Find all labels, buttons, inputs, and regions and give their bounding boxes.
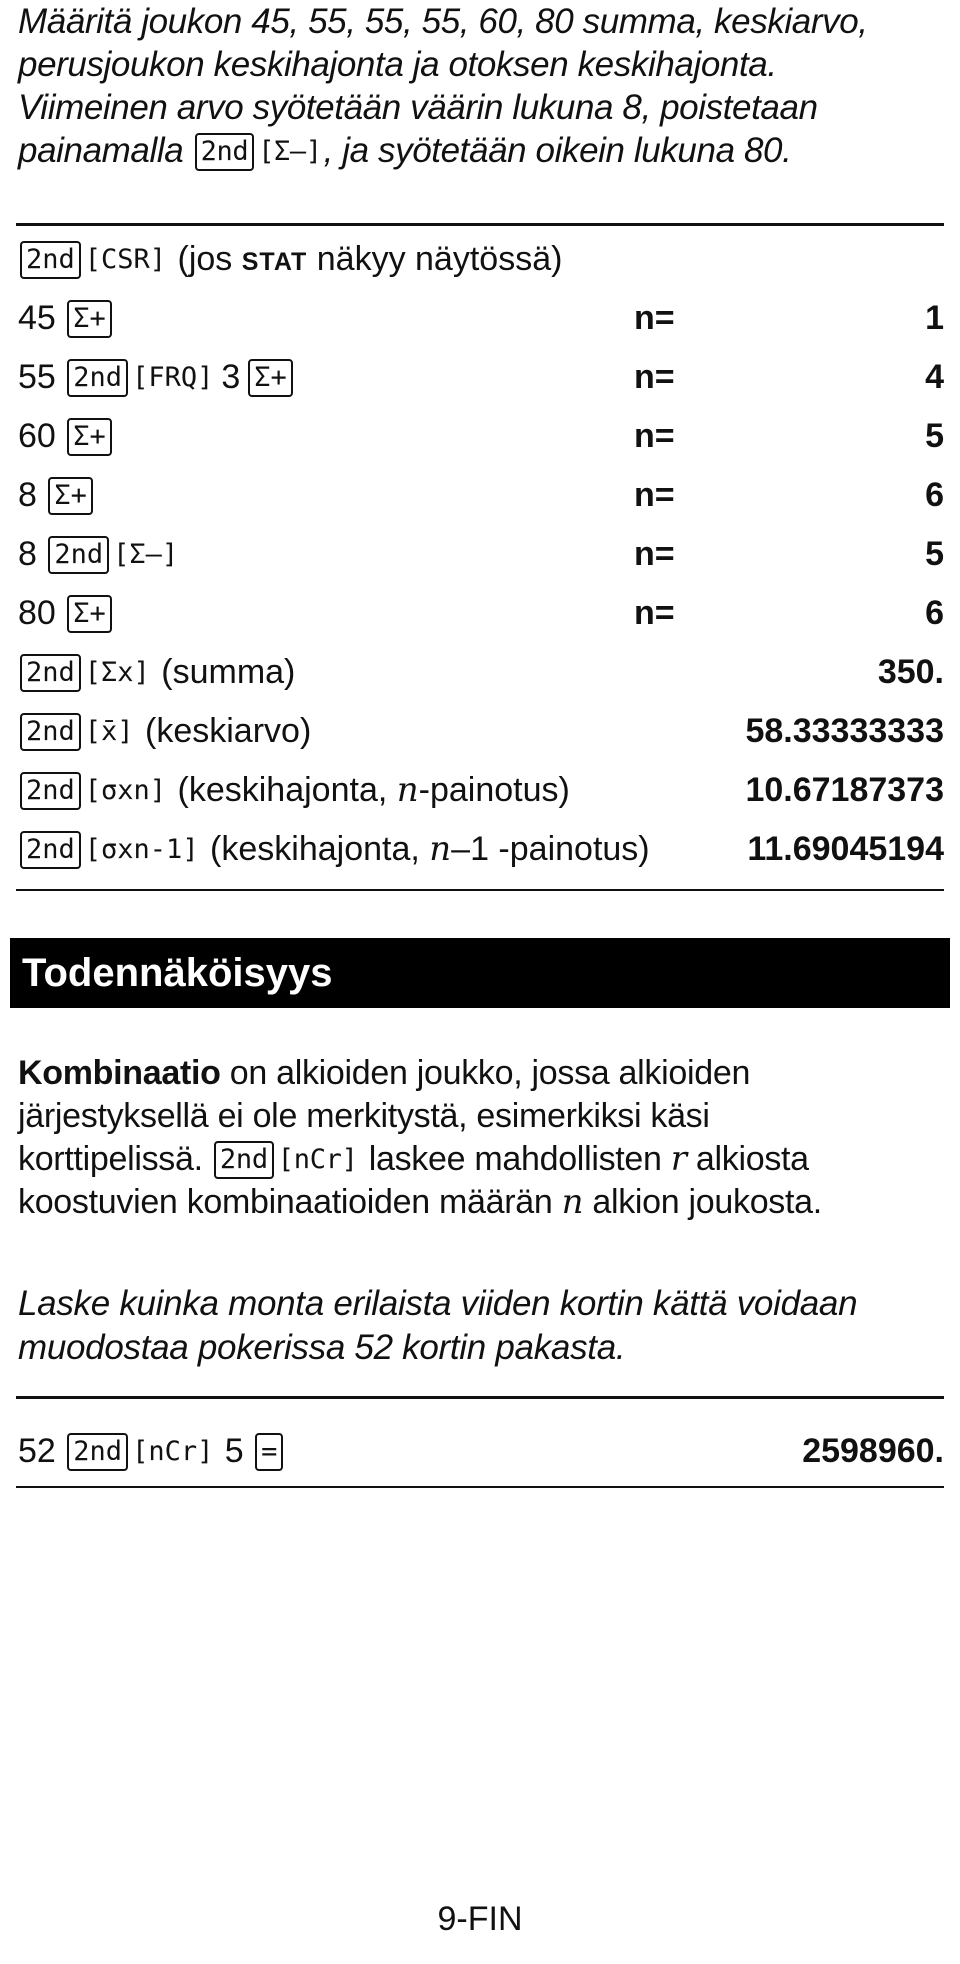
- example-rule: [16, 1396, 944, 1399]
- row-comment: (keskihajonta,: [210, 830, 430, 868]
- keystroke-row: [18, 590, 944, 636]
- keystroke-row: [18, 354, 944, 400]
- para-text: koostuvien kombinaatioiden määrän: [18, 1183, 562, 1221]
- display-label: n=: [634, 476, 675, 514]
- keystroke-row: [18, 708, 944, 754]
- intro-line: Viimeinen arvo syötetään väärin lukuna 8, poistetaan: [18, 88, 818, 127]
- second-function-key: [Σ–]: [113, 539, 179, 570]
- calculator-key: Σ+: [67, 300, 112, 338]
- row-comment: (summa): [161, 653, 296, 691]
- row-keys: [18, 236, 562, 285]
- keystroke-row: [18, 826, 944, 872]
- var-n: n: [396, 770, 419, 810]
- para-line: [18, 1181, 948, 1224]
- example-line: Laske kuinka monta erilaista viiden kortin kättä voidaan: [18, 1284, 858, 1323]
- display-value: 4: [925, 358, 944, 396]
- section-title: Todennäköisyys: [10, 938, 950, 1008]
- keystroke-row: [18, 472, 944, 518]
- keystroke-row: [18, 236, 944, 282]
- second-function-key: [x̄]: [84, 716, 134, 747]
- calculator-key: 2nd: [20, 831, 81, 869]
- key-sigma-minus: [Σ–]: [258, 136, 322, 167]
- calculator-key: 2nd: [20, 654, 81, 692]
- row-keys: [18, 472, 95, 518]
- key-equals: =: [255, 1433, 283, 1471]
- row-keys: [18, 708, 311, 754]
- second-function-key: [CSR]: [84, 244, 167, 275]
- para-line: järjestyksellä ei ole merkitystä, esimerkiksi käsi: [18, 1097, 710, 1135]
- var-n: n: [561, 1182, 584, 1222]
- example-keys: [18, 1428, 285, 1474]
- calculator-key: 2nd: [20, 772, 81, 810]
- intro-line-text: painamalla: [18, 131, 184, 170]
- second-function-key: [σxn-1]: [84, 834, 199, 865]
- display-value: 6: [925, 594, 944, 632]
- calculator-key: 2nd: [20, 241, 81, 279]
- entered-value: 3: [221, 358, 241, 396]
- example-text: [18, 1282, 948, 1370]
- row-keys: [18, 413, 114, 459]
- var-n: n: [429, 829, 452, 869]
- intro-line: perusjoukon keskihajonta ja otoksen keskihajonta.: [18, 45, 777, 84]
- display-label: n=: [634, 535, 675, 573]
- calculator-key: Σ+: [248, 359, 293, 397]
- entered-value: 8: [18, 476, 37, 514]
- stat-indicator: STAT: [241, 248, 308, 276]
- display-value: 5: [925, 417, 944, 455]
- keystroke-row: [18, 649, 944, 695]
- key-ncr: [nCr]: [132, 1436, 214, 1467]
- intro-text: [18, 0, 948, 172]
- entered-value: 80: [18, 594, 56, 632]
- display-value: 11.69045194: [747, 830, 944, 868]
- example-line: muodostaa pokerissa 52 kortin pakasta.: [18, 1328, 626, 1367]
- row-keys: [18, 826, 650, 872]
- display-label: n=: [634, 358, 675, 396]
- calculator-key: 2nd: [48, 536, 109, 574]
- row-keys: [18, 590, 114, 636]
- para-line: [18, 1052, 948, 1095]
- key-2nd: 2nd: [67, 1433, 128, 1471]
- example-row: [18, 1428, 944, 1474]
- para-line: [18, 1138, 948, 1181]
- keystroke-row: [18, 531, 944, 577]
- key-ncr: [nCr]: [277, 1144, 358, 1175]
- calculator-key: 2nd: [20, 713, 81, 751]
- row-keys: [18, 649, 295, 695]
- row-comment: –1 -painotus): [451, 830, 650, 868]
- table-bottom-rule: [16, 889, 944, 891]
- display-value: 350.: [877, 653, 944, 691]
- entered-value: 55: [18, 358, 56, 396]
- row-comment: näkyy näytössä): [307, 240, 563, 278]
- calculator-key: Σ+: [48, 477, 93, 515]
- row-keys: [18, 531, 180, 577]
- var-r: r: [670, 1139, 687, 1179]
- row-comment: -painotus): [418, 771, 570, 809]
- display-label: n=: [634, 594, 675, 632]
- row-comment: (jos: [177, 240, 242, 278]
- second-function-key: [Σx]: [84, 657, 150, 688]
- keystroke-row: [18, 295, 944, 341]
- para-text: laskee mahdollisten: [359, 1140, 671, 1178]
- display-value: 5: [925, 535, 944, 573]
- row-comment: (keskiarvo): [145, 712, 312, 750]
- intro-line: Määritä joukon 45, 55, 55, 55, 60, 80 summa, keskiarvo,: [18, 2, 868, 41]
- intro-line: [18, 129, 948, 172]
- para-text: on alkioiden joukko, jossa alkioiden: [220, 1054, 751, 1092]
- example-bottom-rule: [16, 1486, 944, 1488]
- display-value: 10.67187373: [745, 771, 944, 809]
- explanation-paragraph: [18, 1052, 948, 1224]
- display-value: 1: [925, 299, 944, 337]
- calculator-key: Σ+: [67, 418, 112, 456]
- row-comment: (keskihajonta,: [177, 771, 397, 809]
- entered-value: 60: [18, 417, 56, 455]
- term: Kombinaatio: [18, 1054, 221, 1092]
- entered-value: 8: [18, 535, 37, 573]
- display-label: n=: [634, 417, 675, 455]
- example-pre: 52: [18, 1432, 56, 1470]
- display-value: 58.33333333: [745, 712, 944, 750]
- top-rule: [16, 223, 944, 226]
- para-text: alkion joukosta.: [583, 1183, 822, 1221]
- key-2nd: 2nd: [214, 1141, 274, 1179]
- calculator-key: Σ+: [67, 595, 112, 633]
- second-function-key: [σxn]: [84, 775, 167, 806]
- row-keys: [18, 767, 570, 813]
- intro-line-text: , ja syötetään oikein lukuna 80.: [323, 131, 792, 170]
- keystroke-row: [18, 413, 944, 459]
- second-function-key: [FRQ]: [132, 362, 214, 393]
- page-number: 9-FIN: [437, 1900, 523, 1938]
- key-2nd: 2nd: [195, 133, 255, 171]
- entered-value: 45: [18, 299, 56, 337]
- keystroke-row: [18, 767, 944, 813]
- display-value: 6: [925, 476, 944, 514]
- example-result: 2598960.: [802, 1432, 944, 1470]
- calculator-key: 2nd: [67, 359, 128, 397]
- example-num: 5: [224, 1432, 244, 1470]
- display-label: n=: [634, 299, 675, 337]
- para-text: korttipelissä.: [18, 1140, 203, 1178]
- para-text: alkiosta: [686, 1140, 809, 1178]
- row-keys: [18, 295, 114, 341]
- row-keys: [18, 354, 295, 400]
